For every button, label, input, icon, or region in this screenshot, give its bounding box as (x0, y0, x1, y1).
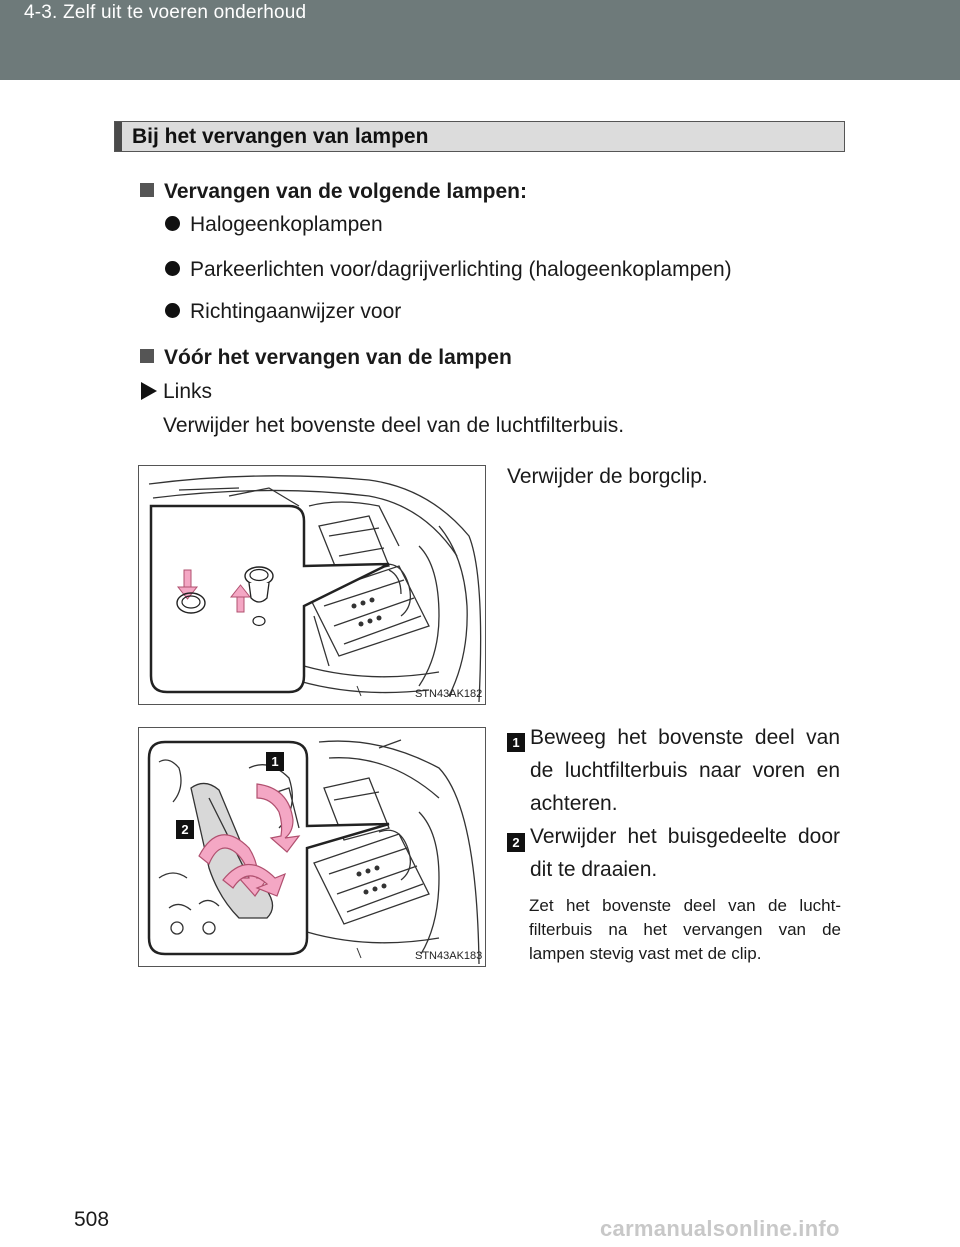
bulb-label: Richtingaanwijzer voor (190, 300, 402, 323)
callout-1-badge: 1 (266, 752, 284, 771)
bulb-label: Parkeerlichten voor/dagrijverlichting (halogeenkoplampen) (190, 258, 732, 281)
bulb-item (165, 213, 383, 237)
side-label: Links (163, 380, 213, 403)
square-bullet-icon (140, 349, 154, 363)
replace-heading-row (140, 180, 527, 204)
dot-bullet-icon (165, 261, 180, 276)
figure-code: STN43AK182 (415, 688, 483, 700)
chapter-title: 4-3. Zelf uit te voeren onderhoud (24, 2, 307, 23)
watermark: carmanualsonline.info (600, 1216, 840, 1241)
bulb-item (165, 300, 401, 324)
note-text: Zet het bovenste deel van de lucht-filterbuis na het vervangen van de lampen stevig vast met de clip. (529, 896, 841, 963)
dot-bullet-icon (165, 216, 180, 231)
side-instruction: Verwijder het bovenste deel van de luchtfilterbuis. (163, 414, 625, 437)
square-bullet-icon (140, 183, 154, 197)
figure1-caption: Verwijder de borgclip. (507, 465, 708, 488)
figure-code: STN43AK183 (415, 950, 483, 962)
figure-remove-clip (138, 465, 486, 705)
dot-bullet-icon (165, 303, 180, 318)
callout-2-badge: 2 (176, 820, 194, 839)
step-1-badge-wrap (507, 733, 525, 755)
step-2-badge-wrap (507, 833, 525, 855)
step-2-text: Verwijder het buisgedeelte door dit te draaien. (530, 825, 840, 881)
step-2-badge: 2 (507, 833, 525, 852)
step-1-badge: 1 (507, 733, 525, 752)
step-1-text: Beweeg het bovenste deel van de luchtfilterbuis naar voren en achteren. (530, 726, 840, 815)
replace-heading: Vervangen van de volgende lampen: (164, 180, 527, 203)
triangle-pointer-icon (141, 382, 157, 400)
bulb-item (165, 258, 732, 282)
air-filter-tube-illustration (139, 728, 485, 966)
bulb-label: Halogeenkoplampen (190, 213, 383, 236)
page-number: 508 (74, 1208, 110, 1231)
callout-2 (176, 820, 194, 842)
side-label-row (141, 380, 212, 404)
before-heading-row (140, 346, 512, 370)
before-heading: Vóór het vervangen van de lampen (164, 346, 512, 369)
engine-bay-illustration (139, 466, 485, 704)
section-title: Bij het vervangen van lampen (132, 125, 429, 148)
section-title-bar (114, 121, 845, 152)
chapter-header (0, 0, 960, 80)
section-accent (115, 122, 122, 151)
callout-1 (266, 752, 284, 774)
figure-rotate-tube (138, 727, 486, 967)
